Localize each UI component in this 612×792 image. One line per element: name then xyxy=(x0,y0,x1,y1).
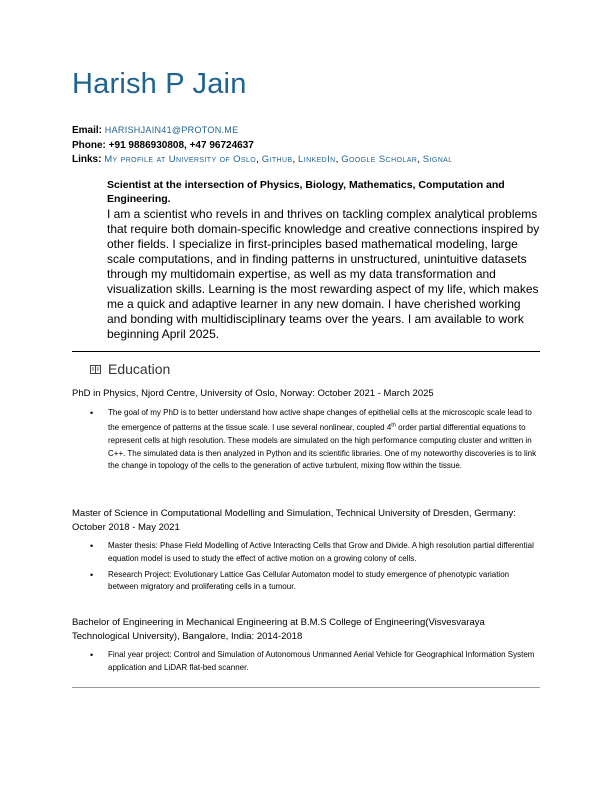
education-entry-masters xyxy=(72,507,540,597)
education-title: Education xyxy=(108,361,171,377)
list-item xyxy=(72,569,540,595)
degree-title: Master of Science in Computational Modelling and Simulation, Technical University of Dresden, Germany: October 2018 - May 2021 xyxy=(72,508,516,533)
summary-body: I am a scientist who revels in and thrives on tackling complex analytical problems that require both domain-specific knowledge and creative connections inspired by other fields. I specialize in first-principles based mathematical modeling, large scale computations, and in finding patterns in unstructured, unintuitive datasets through my multidomain expertise, as well as my data transformation and visualization skills. Learning is the most rewarding aspect of my life, which makes me a quick and adaptive learner in any new domain. I have cherished working and bonding with multidisciplinary teams over the years. I am available to work beginning April 2025. xyxy=(107,207,540,341)
list-item-text: The goal of my PhD is to better understand how active shape changes of epithelial cells at the microscopic scale lead to the emergence of patterns at the tissue scale. I use several nonlinear, coupled 4th order partial differential equations to represent cells at high resolution. These models are simulated on the high performance computing cluster and written in C++. The simulated data is then analyzed in Python and its scientific libraries. One of my noteworthy discoveries is to link the change in topology of the cells to the generation of active turbulent, mixing flow within the tissue. xyxy=(108,407,537,471)
link-separator: , xyxy=(335,154,339,165)
link-linkedin[interactable]: LinkedIn xyxy=(298,154,336,165)
link-university-profile[interactable]: My profile at University of Oslo xyxy=(104,154,257,165)
list-item-text: Final year project: Control and Simulation of Autonomous Unmanned Aerial Vehicle for Geographical Information System application and LiDAR flat-bed scanner. xyxy=(108,650,535,672)
links-row xyxy=(72,153,453,168)
bullet-list xyxy=(72,407,540,474)
link-google-scholar[interactable]: Google Scholar xyxy=(341,154,418,165)
link-separator: , xyxy=(256,154,259,165)
education-heading xyxy=(90,361,170,377)
list-item-text: Research Project: Evolutionary Lattice Gas Cellular Automaton model to study emergence of phenotypic variation between migratory and proliferating cells in a tumour. xyxy=(108,569,510,592)
link-separator: , xyxy=(417,154,421,165)
contact-block xyxy=(72,123,453,168)
links-label: Links: xyxy=(72,154,102,165)
list-item-text: Master thesis: Phase Field Modelling of Active Interacting Cells that Grow and Divide. A high resolution partial differential equation model is used to study the effect of active motion on a growing colony of cells. xyxy=(108,541,534,563)
email-link[interactable]: HARISHJAIN41@PROTON.ME xyxy=(104,125,239,135)
bullet-list xyxy=(72,649,540,675)
bullet-list xyxy=(72,540,540,594)
bottom-divider xyxy=(72,687,540,688)
link-separator: , xyxy=(292,154,296,165)
phone-value: +91 9886930808, +47 96724637 xyxy=(108,139,254,151)
summary-headline: Scientist at the intersection of Physics, Biology, Mathematics, Computation and Engineering. xyxy=(107,179,505,205)
email-row xyxy=(72,123,453,139)
degree-title: PhD in Physics, Njord Centre, University of Oslo, Norway: October 2021 - March 2025 xyxy=(72,388,434,399)
phone-label: Phone: xyxy=(72,139,106,151)
list-item xyxy=(72,540,540,566)
summary-block xyxy=(107,179,543,342)
list-item xyxy=(72,407,540,474)
email-label: Email: xyxy=(72,125,103,136)
degree-title: Bachelor of Engineering in Mechanical Engineering at B.M.S College of Engineering(Visvesvaraya Technological University), Bangalore, India: 2014-2018 xyxy=(72,617,485,642)
link-github[interactable]: Github xyxy=(261,154,293,165)
education-entry-bachelors xyxy=(72,616,540,678)
candidate-name: Harish P Jain xyxy=(72,68,247,100)
list-item xyxy=(72,649,540,675)
book-icon xyxy=(90,365,101,374)
link-signal[interactable]: Signal xyxy=(422,154,453,165)
phone-row xyxy=(72,139,453,154)
section-divider xyxy=(72,351,540,352)
education-entry-phd xyxy=(72,387,540,476)
